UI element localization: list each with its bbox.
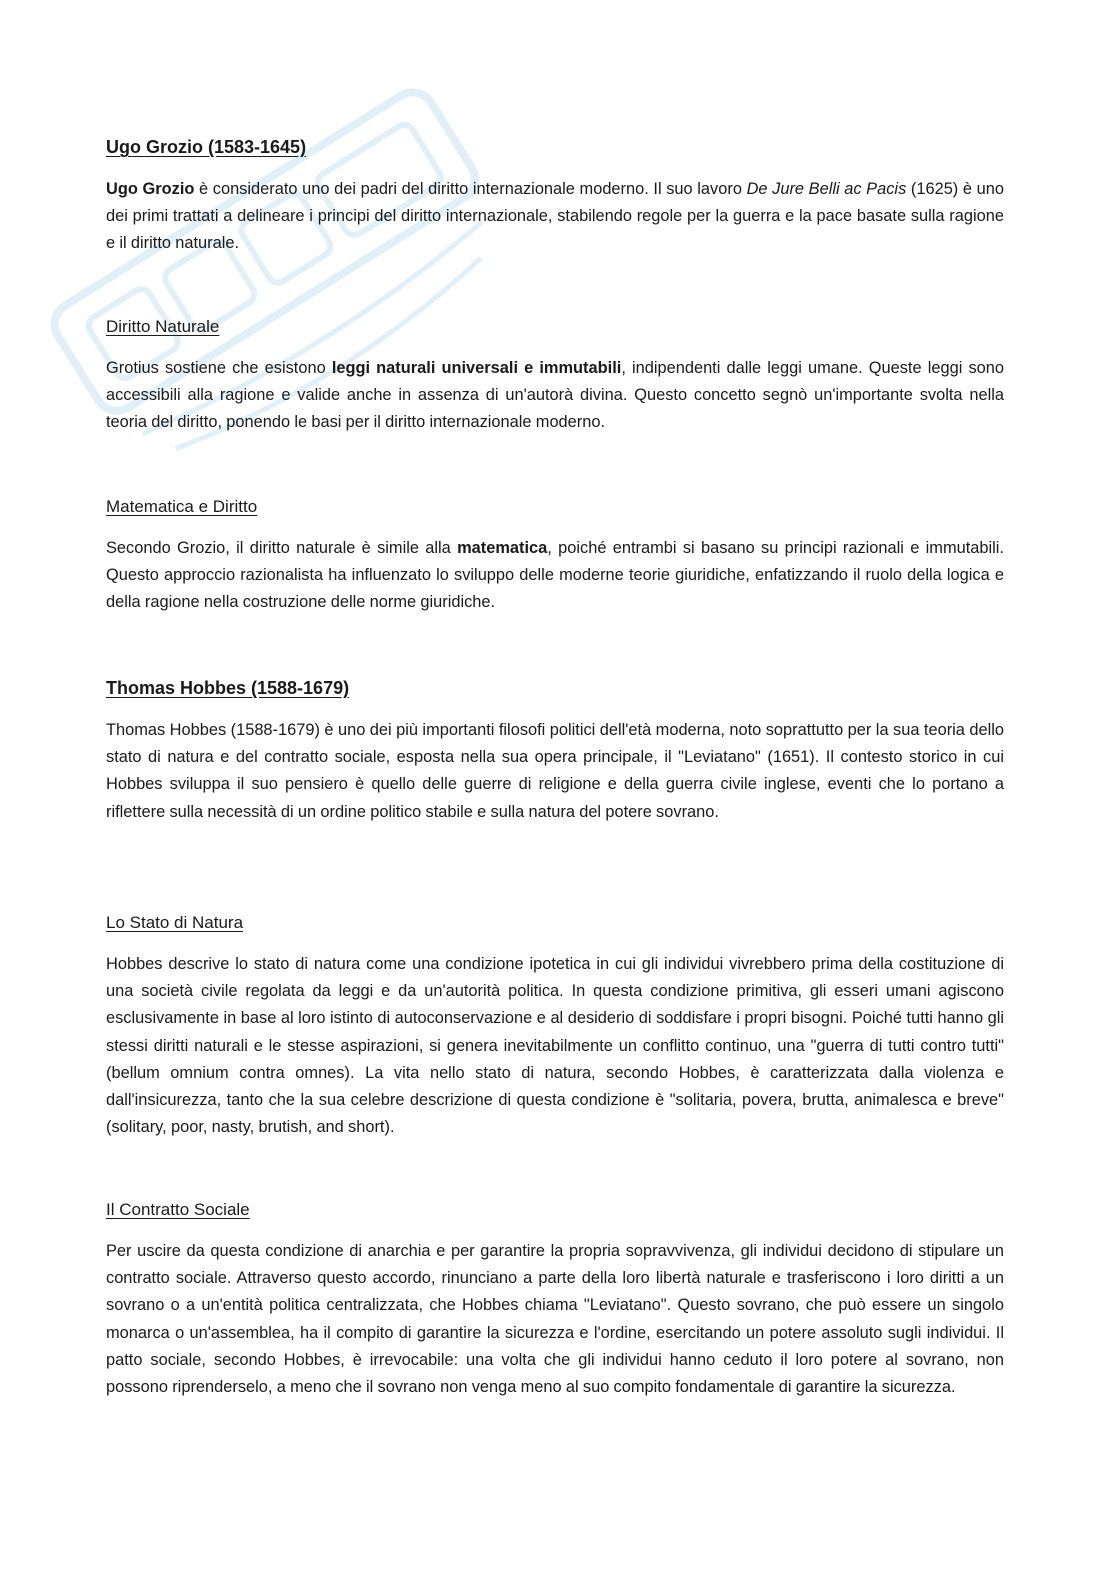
- diritto-naturale-paragraph: [106, 355, 1004, 437]
- section-heading: Thomas Hobbes (1588-1679): [106, 678, 350, 698]
- text-span: Secondo Grozio, il diritto naturale è simile alla: [106, 539, 458, 557]
- matematica-paragraph: [106, 535, 1004, 617]
- matematica-body-block: [106, 535, 1004, 617]
- text-span: , poiché entrambi si basano su principi razionali e immutabili. Questo approccio razionalista ha influenzato lo sviluppo delle moderne teorie giuridiche, enfatizzando il ruolo della logica e della ragione nella costruzione delle norme giuridiche.: [106, 539, 1004, 612]
- hobbes-intro-block: [106, 717, 1004, 826]
- section-grozio-heading-block: [106, 136, 1004, 158]
- stato-natura-paragraph: Hobbes descrive lo stato di natura come una condizione ipotetica in cui gli individui vivrebbero prima della costituzione di una società civile regolata da leggi e da un'autorità politica. In questa condizione primitiva, gli esseri umani agiscono esclusivamente in base al loro istinto di autoconservazione e al desiderio di soddisfare i propri bisogni. Poiché tutti hanno gli stessi diritti naturali e le stesse aspirazioni, si genera inevitabilmente un conflitto continuo, una "guerra di tutti contro tutti" (bellum omnium contra omnes). La vita nello stato di natura, secondo Hobbes, è caratterizzata dalla violenza e dall'insicurezza, tanto che la sua celebre descrizione di questa condizione è "solitaria, povera, brutta, animalesca e breve" (solitary, poor, nasty, brutish, and short).: [106, 955, 1004, 1137]
- text-span: è considerato uno dei padri del diritto internazionale moderno. Il suo lavoro: [194, 180, 747, 198]
- subsection-matematica-title-block: [106, 496, 1004, 518]
- subsection-title: Il Contratto Sociale: [106, 1200, 250, 1219]
- work-title: De Jure Belli ac Pacis: [746, 180, 907, 198]
- text-span: Grotius sostiene che esistono: [106, 359, 332, 377]
- bold-phrase: Ugo Grozio: [106, 180, 195, 198]
- contratto-body-block: [106, 1238, 1004, 1401]
- bold-phrase: leggi naturali universali e immutabili: [331, 359, 622, 377]
- subsection-title: Matematica e Diritto: [106, 497, 258, 516]
- subsection-stato-natura-title-block: [106, 912, 1004, 934]
- hobbes-intro-paragraph: Thomas Hobbes (1588-1679) è uno dei più importanti filosofi politici dell'età moderna, noto soprattutto per la sua teoria dello stato di natura e del contratto sociale, esposta nella sua opera principale, il "Leviatano" (1651). Il contesto storico in cui Hobbes sviluppa il suo pensiero è quello delle guerre di religione e della guerra civile inglese, eventi che lo portano a riflettere sulla necessità di un ordine politico stabile e sulla natura del potere sovrano.: [106, 721, 1004, 821]
- section-heading: Ugo Grozio (1583-1645): [106, 137, 307, 157]
- subsection-title: Diritto Naturale: [106, 317, 220, 336]
- subsection-contratto-title-block: [106, 1199, 1004, 1221]
- grozio-intro-paragraph: [106, 176, 1004, 258]
- subsection-diritto-naturale-title-block: [106, 316, 1004, 338]
- grozio-intro-block: [106, 176, 1004, 258]
- text-span: , indipendenti dalle leggi umane. Queste leggi sono accessibili alla ragione e valide anche in assenza di un'autorà divina. Questo concetto segnò un'importante svolta nella teoria del diritto, ponendo le basi per il diritto internazionale moderno.: [106, 359, 1004, 432]
- section-hobbes-heading-block: [106, 677, 1004, 699]
- diritto-naturale-body-block: [106, 355, 1004, 437]
- text-span: (1625) è uno dei primi trattati a delineare i principi del diritto internazionale, stabilendo regole per la guerra e la pace basate sulla ragione e il diritto naturale.: [106, 180, 1004, 253]
- contratto-paragraph: Per uscire da questa condizione di anarchia e per garantire la propria sopravvivenza, gli individui decidono di stipulare un contratto sociale. Attraverso questo accordo, rinunciano a parte della loro libertà naturale e trasferiscono i loro diritti a un sovrano o a un'entità politica centralizzata, che Hobbes chiama "Leviatano". Questo sovrano, che può essere un singolo monarca o un'assemblea, ha il compito di garantire la sicurezza e l'ordine, esercitando un potere assoluto sugli individui. Il patto sociale, secondo Hobbes, è irrevocabile: una volta che gli individui hanno ceduto il loro potere al sovrano, non possono riprenderselo, a meno che il sovrano non venga meno al suo compito fondamentale di garantire la sicurezza.: [106, 1242, 1004, 1397]
- bold-phrase: matematica: [457, 539, 548, 557]
- subsection-title: Lo Stato di Natura: [106, 913, 244, 932]
- stato-natura-body-block: [106, 951, 1004, 1141]
